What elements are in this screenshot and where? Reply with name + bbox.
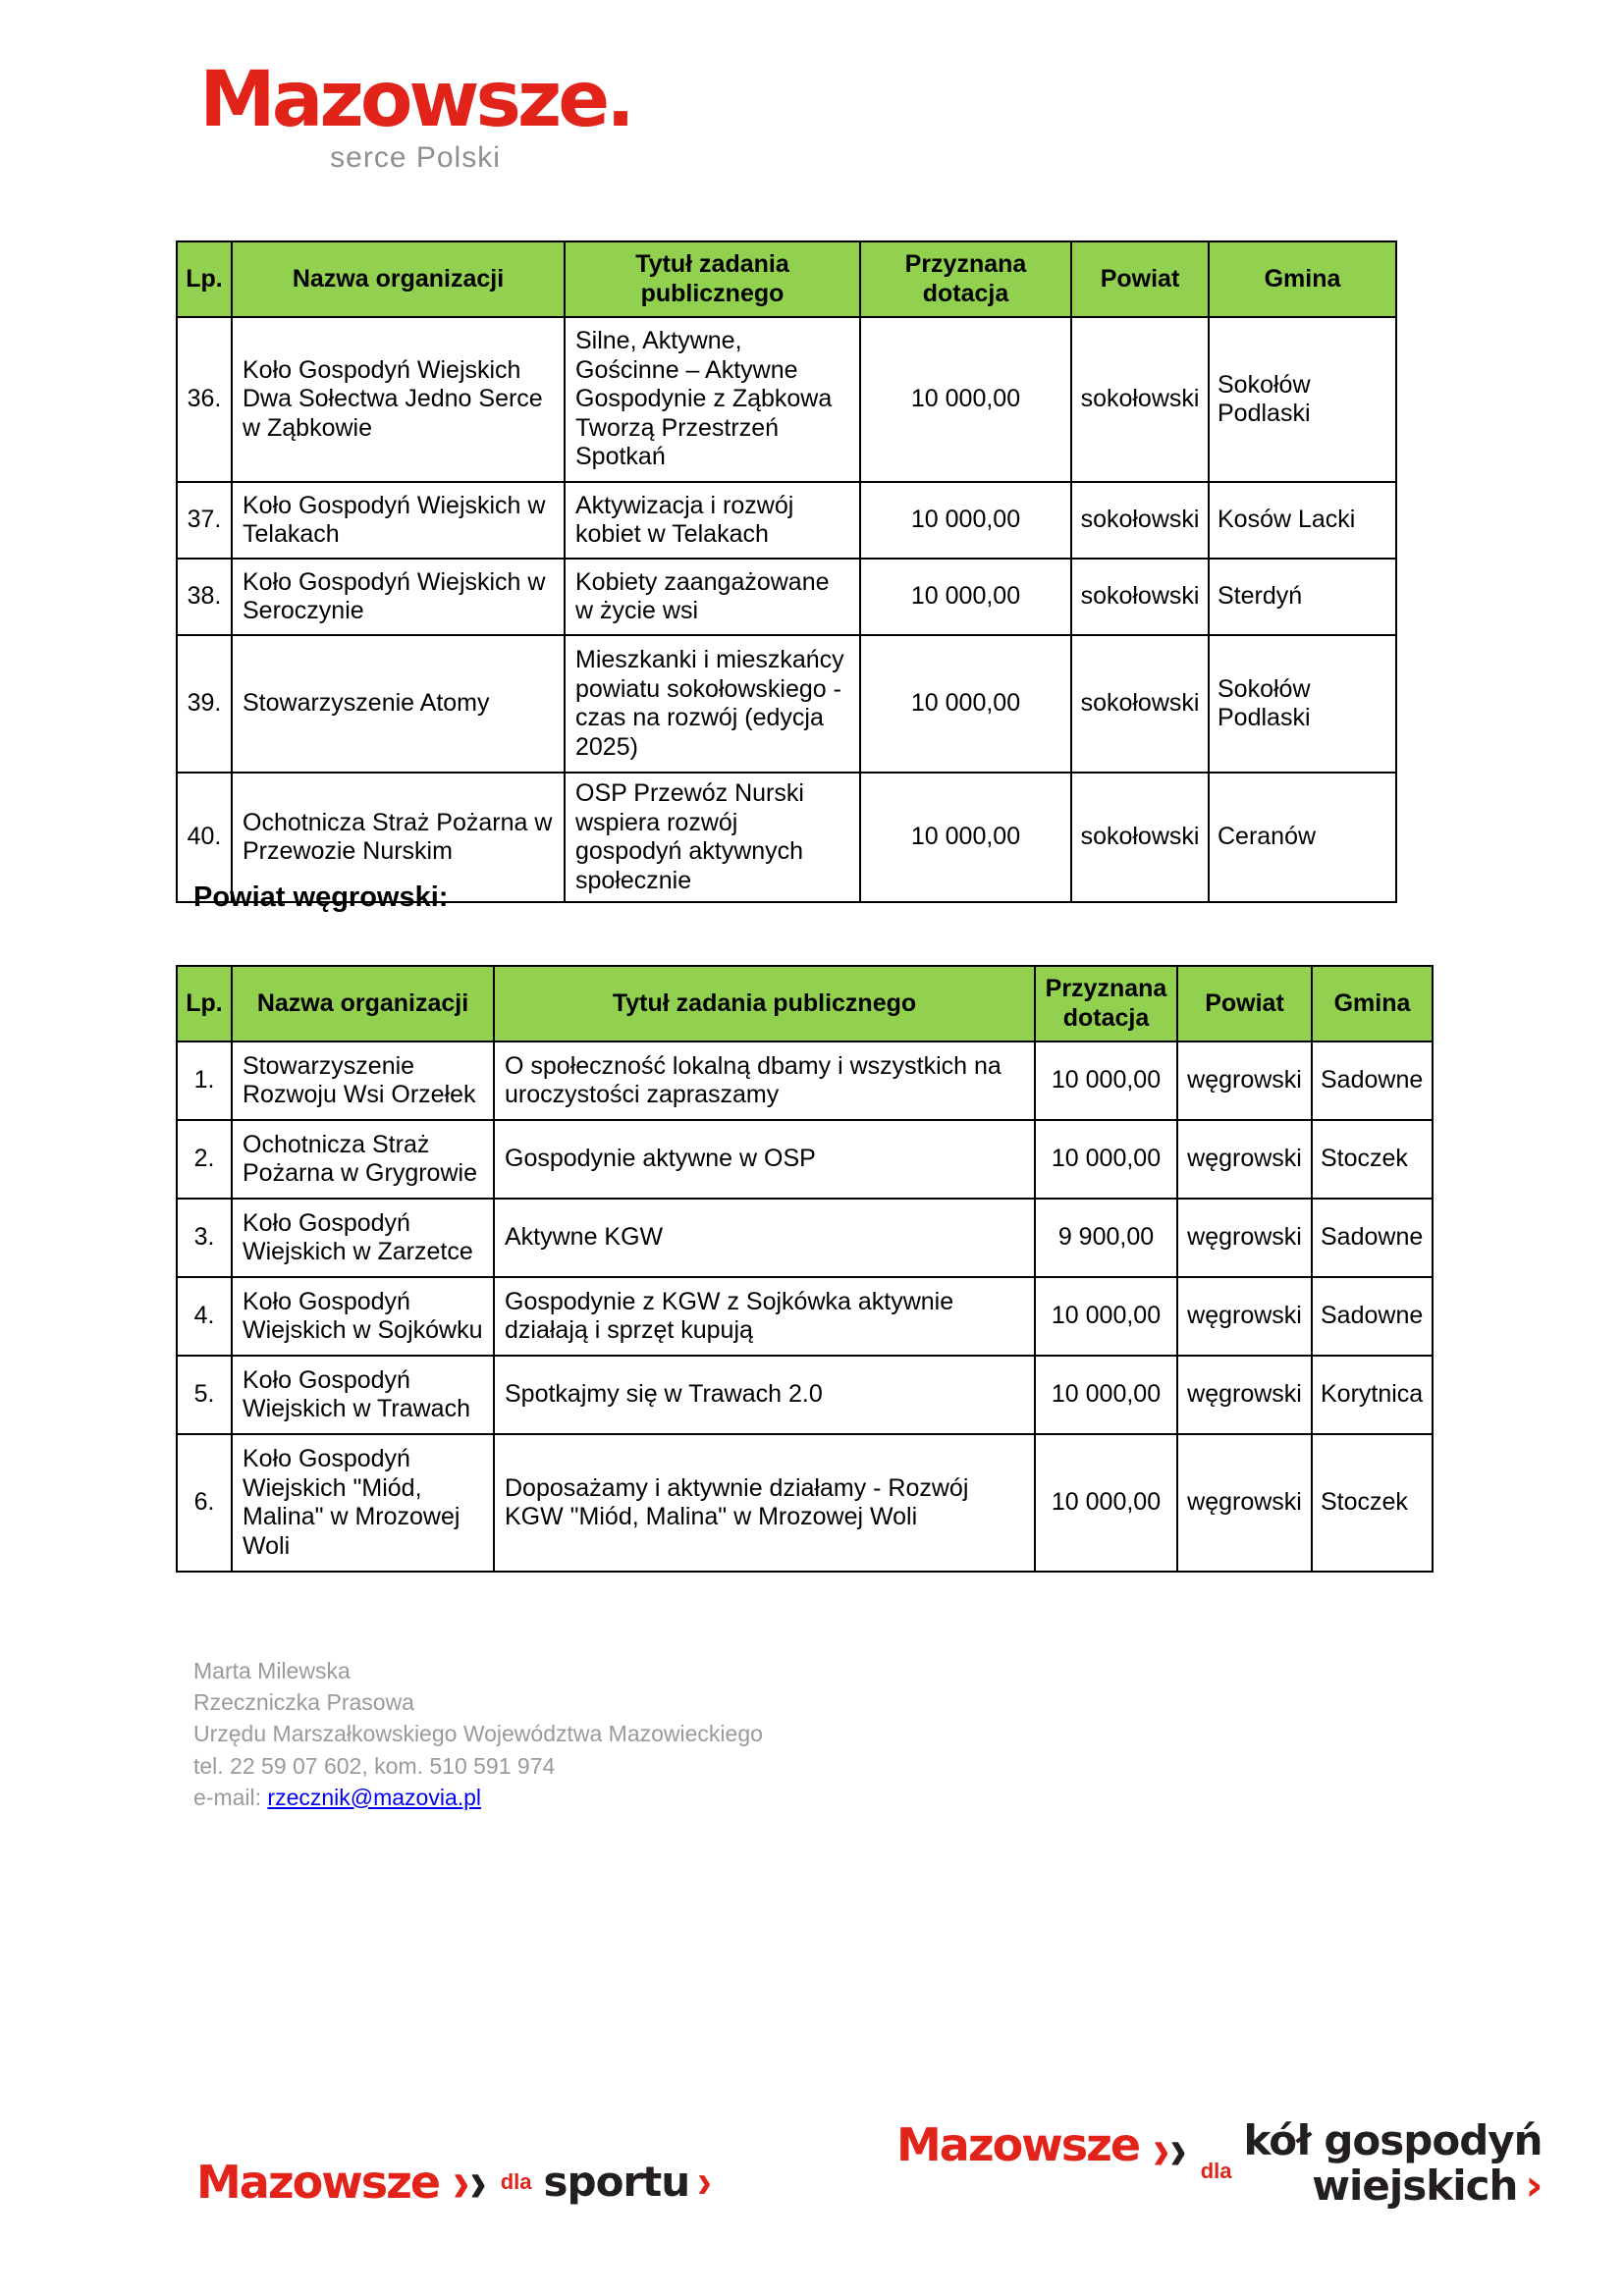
cell-title: Aktywne KGW: [494, 1199, 1035, 1277]
cell-gmina: Sterdyń: [1209, 559, 1396, 635]
cell-title: Silne, Aktywne, Gościnne – Aktywne Gospodynie z Ząbkowa Tworzą Przestrzeń Spotkań: [565, 317, 860, 482]
kgw-label: [1243, 2116, 1543, 2212]
grants-table-sokolowski: [176, 240, 1397, 903]
cell-org: Koło Gospodyń Wiejskich w Seroczynie: [232, 559, 565, 635]
cell-lp: 38.: [177, 559, 232, 635]
cell-powiat: sokołowski: [1071, 635, 1209, 773]
cell-gmina: Korytnica: [1312, 1356, 1433, 1434]
cell-lp: 39.: [177, 635, 232, 773]
cell-title: Aktywizacja i rozwój kobiet w Telakach: [565, 482, 860, 559]
cell-lp: 1.: [177, 1041, 232, 1120]
cell-powiat: sokołowski: [1071, 317, 1209, 482]
mazowsze-wordmark-small: Mazowsze: [196, 2156, 440, 2209]
cell-amount: 10 000,00: [1035, 1356, 1177, 1434]
cell-title: Mieszkanki i mieszkańcy powiatu sokołowskiego - czas na rozwój (edycja 2025): [565, 635, 860, 773]
mazowsze-wordmark-small: Mazowsze: [896, 2118, 1140, 2171]
contact-block: [193, 1655, 763, 1813]
column-header: Gmina: [1312, 966, 1433, 1041]
table-row: [177, 1120, 1433, 1199]
cell-title: Gospodynie z KGW z Sojkówka aktywnie działają i sprzęt kupują: [494, 1277, 1035, 1356]
email-link[interactable]: rzecznik@mazovia.pl: [267, 1784, 482, 1810]
column-header: Tytuł zadania publicznego: [565, 241, 860, 317]
table-header-row: [177, 966, 1433, 1041]
kgw-label-line1: kół gospodyń: [1243, 2116, 1543, 2164]
cell-org: Koło Gospodyń Wiejskich "Miód, Malina" w Mrozowej Woli: [232, 1434, 494, 1572]
cell-lp: 40.: [177, 773, 232, 902]
column-header: Lp.: [177, 966, 232, 1041]
sportu-label: sportu: [543, 2157, 690, 2206]
cell-title: Doposażamy i aktywnie działamy - Rozwój KGW "Miód, Malina" w Mrozowej Woli: [494, 1434, 1035, 1572]
cell-powiat: węgrowski: [1177, 1199, 1312, 1277]
mazowsze-logo: [189, 56, 641, 175]
column-header: Nazwa organizacji: [232, 966, 494, 1041]
cell-title: Gospodynie aktywne w OSP: [494, 1120, 1035, 1199]
column-header: Przyznana dotacja: [1035, 966, 1177, 1041]
cell-org: Koło Gospodyń Wiejskich Dwa Sołectwa Jedno Serce w Ząbkowie: [232, 317, 565, 482]
table-row: [177, 317, 1396, 482]
cell-amount: 10 000,00: [860, 317, 1071, 482]
cell-amount: 10 000,00: [1035, 1120, 1177, 1199]
cell-amount: 10 000,00: [860, 635, 1071, 773]
cell-gmina: Sadowne: [1312, 1277, 1433, 1356]
cell-powiat: węgrowski: [1177, 1434, 1312, 1572]
cell-gmina: Sadowne: [1312, 1041, 1433, 1120]
table-row: [177, 1041, 1433, 1120]
kgw-label-line2-text: wiejskich: [1312, 2162, 1518, 2211]
header-row: [177, 966, 1433, 1041]
cell-title: Kobiety zaangażowane w życie wsi: [565, 559, 860, 635]
table-row: [177, 1277, 1433, 1356]
mazowsze-dla-sportu-logo: [196, 2149, 712, 2216]
table-row: [177, 1199, 1433, 1277]
cell-amount: 10 000,00: [1035, 1277, 1177, 1356]
cell-org: Stowarzyszenie Atomy: [232, 635, 565, 773]
cell-lp: 6.: [177, 1434, 232, 1572]
email-label: e-mail:: [193, 1784, 268, 1810]
cell-gmina: Sadowne: [1312, 1199, 1433, 1277]
contact-office: Urzędu Marszałkowskiego Województwa Mazowieckiego: [193, 1721, 763, 1747]
cell-org: Ochotnicza Straż Pożarna w Przewozie Nurskim: [232, 773, 565, 902]
cell-powiat: węgrowski: [1177, 1356, 1312, 1434]
cell-lp: 5.: [177, 1356, 232, 1434]
dla-label: dla: [500, 2169, 532, 2194]
chevron-dark-icon: ›: [469, 2149, 487, 2216]
cell-powiat: węgrowski: [1177, 1277, 1312, 1356]
table-row: [177, 1434, 1433, 1572]
contact-name: Marta Milewska: [193, 1658, 351, 1683]
cell-gmina: Sokołów Podlaski: [1209, 635, 1396, 773]
cell-org: Koło Gospodyń Wiejskich w Zarzetce: [232, 1199, 494, 1277]
cell-amount: 9 900,00: [1035, 1199, 1177, 1277]
column-header: Powiat: [1177, 966, 1312, 1041]
cell-powiat: sokołowski: [1071, 559, 1209, 635]
cell-amount: 10 000,00: [1035, 1434, 1177, 1572]
cell-title: Spotkajmy się w Trawach 2.0: [494, 1356, 1035, 1434]
column-header: Powiat: [1071, 241, 1209, 317]
chevron-red-icon: ›: [697, 2155, 712, 2209]
cell-powiat: węgrowski: [1177, 1041, 1312, 1120]
table-row: [177, 482, 1396, 559]
cell-gmina: Kosów Lacki: [1209, 482, 1396, 559]
cell-lp: 4.: [177, 1277, 232, 1356]
chevron-red-icon: ›: [1153, 2116, 1170, 2183]
cell-org: Koło Gospodyń Wiejskich w Sojkówku: [232, 1277, 494, 1356]
column-header: Gmina: [1209, 241, 1396, 317]
column-header: Tytuł zadania publicznego: [494, 966, 1035, 1041]
cell-org: Ochotnicza Straż Pożarna w Grygrowie: [232, 1120, 494, 1199]
chevron-dark-icon: ›: [1169, 2116, 1187, 2183]
mazowsze-dla-kgw-logo: [896, 2116, 1543, 2212]
cell-lp: 2.: [177, 1120, 232, 1199]
contact-email-line: [193, 1782, 763, 1813]
cell-powiat: węgrowski: [1177, 1120, 1312, 1199]
grants-table-wegrowski: [176, 965, 1434, 1573]
cell-amount: 10 000,00: [860, 773, 1071, 902]
cell-org: Stowarzyszenie Rozwoju Wsi Orzełek: [232, 1041, 494, 1120]
cell-gmina: Stoczek: [1312, 1434, 1433, 1572]
double-chevron-icon: [453, 2149, 487, 2216]
dla-label: dla: [1200, 2159, 1232, 2184]
cell-powiat: sokołowski: [1071, 482, 1209, 559]
header-row: [177, 241, 1396, 317]
cell-gmina: Sokołów Podlaski: [1209, 317, 1396, 482]
cell-amount: 10 000,00: [1035, 1041, 1177, 1120]
cell-lp: 3.: [177, 1199, 232, 1277]
cell-org: Koło Gospodyń Wiejskich w Trawach: [232, 1356, 494, 1434]
chevron-red-icon: ›: [453, 2149, 470, 2216]
table-row: [177, 1356, 1433, 1434]
column-header: Lp.: [177, 241, 232, 317]
cell-title: O społeczność lokalną dbamy i wszystkich na uroczystości zapraszamy: [494, 1041, 1035, 1120]
cell-powiat: sokołowski: [1071, 773, 1209, 902]
cell-org: Koło Gospodyń Wiejskich w Telakach: [232, 482, 565, 559]
cell-lp: 36.: [177, 317, 232, 482]
mazowsze-tagline: serce Polski: [330, 140, 501, 174]
cell-amount: 10 000,00: [860, 559, 1071, 635]
cell-title: OSP Przewóz Nurski wspiera rozwój gospodyń aktywnych społecznie: [565, 773, 860, 902]
kgw-label-line2: [1244, 2161, 1543, 2212]
section-heading-wegrowski: Powiat węgrowski:: [193, 881, 449, 913]
chevron-red-icon: ›: [1525, 2161, 1543, 2212]
mazowsze-wordmark: Mazowsze.: [199, 56, 631, 144]
contact-role: Rzeczniczka Prasowa: [193, 1689, 414, 1716]
double-chevron-icon: [1153, 2116, 1187, 2183]
table-header-row: [177, 241, 1396, 317]
column-header: Przyznana dotacja: [860, 241, 1071, 317]
column-header: Nazwa organizacji: [232, 241, 565, 317]
table-row: [177, 559, 1396, 635]
contact-phone: tel. 22 59 07 602, kom. 510 591 974: [193, 1752, 556, 1779]
cell-gmina: Stoczek: [1312, 1120, 1433, 1199]
cell-lp: 37.: [177, 482, 232, 559]
cell-gmina: Ceranów: [1209, 773, 1396, 902]
table-row: [177, 635, 1396, 773]
cell-amount: 10 000,00: [860, 482, 1071, 559]
